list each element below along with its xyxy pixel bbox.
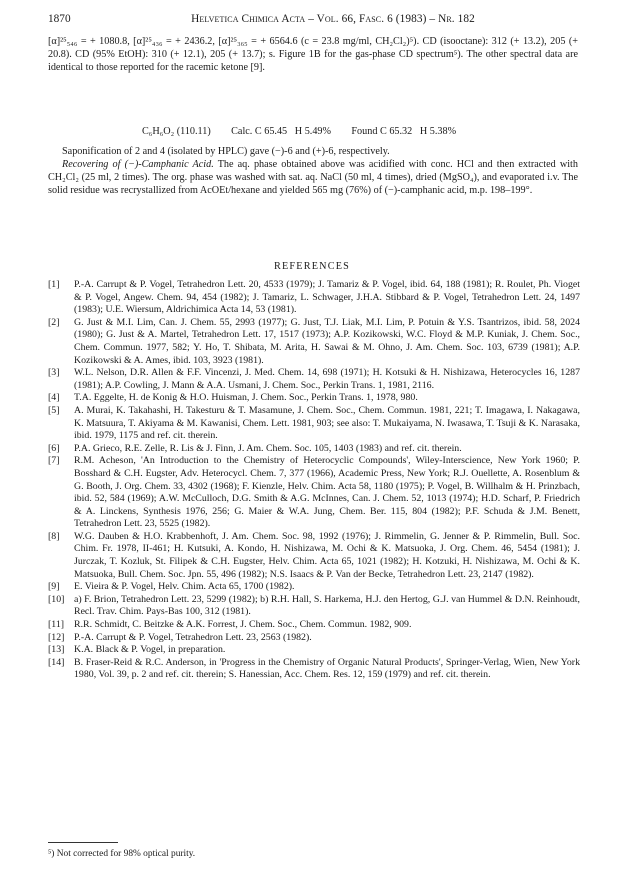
- reference-text: T.A. Eggelte, H. de Konig & H.O. Huisman, J. Chem. Soc., Perkin Trans. 1, 1978, 980.: [74, 392, 418, 404]
- reference-item: [48, 581, 580, 594]
- recovering-paragraph: [48, 158, 578, 197]
- footnote-marker: ⁵): [48, 849, 55, 859]
- reference-text: R.R. Schmidt, C. Beitzke & A.K. Forrest, J. Chem. Soc., Chem. Commun. 1982, 909.: [74, 619, 412, 631]
- elemental-analysis: C₆H₆O₂ (110.11) Calc. C 65.45 H 5.49% Found C 65.32 H 5.38%: [142, 126, 457, 137]
- reference-item: [48, 279, 580, 317]
- page-number: 1870: [48, 13, 71, 25]
- reference-number: [13]: [48, 644, 65, 656]
- reference-text: A. Murai, K. Takahashi, H. Takesturu & T. Masamune, J. Chem. Soc., Chem. Commun. 1981, 221; T. Imagawa, I. Nakagawa, K. Matsuura, T. Akiyama & M. Kawanisi, Chem. Lett. 1981, 903; see also: T. Mukaiyama, N. Iwasawa, T. Tsuji & K. Narasaka, ibid. 1979, 1175 and ref. cit. therein.: [74, 404, 580, 442]
- reference-text: B. Fraser-Reid & R.C. Anderson, in 'Progress in the Chemistry of Organic Natural Products', Springer-Verlag, Wien, New York 1980, Vol. 39, p. 2 and ref. cit. therein; S. Hanessian, Acc. Chem. Res. 12, 159 (1979) and ref. cit. therein.: [74, 656, 580, 681]
- reference-text: K.A. Black & P. Vogel, in preparation.: [74, 644, 226, 656]
- reference-text: E. Vieira & P. Vogel, Helv. Chim. Acta 65, 1700 (1982).: [74, 581, 295, 593]
- reference-number: [9]: [48, 581, 60, 593]
- reference-number: [3]: [48, 367, 60, 379]
- reference-item: [48, 594, 580, 619]
- reference-text: W.L. Nelson, D.R. Allen & F.F. Vincenzi, J. Med. Chem. 14, 698 (1971); H. Kotsuki & H. Nishizawa, Heterocycles 16, 1287 (1981); A.P. Cowling, J. Mann & A.A. Usmani, J. Chem. Soc., Perkin Trans. 1, 1981, 2116.: [74, 367, 580, 391]
- experimental-paragraph: [48, 35, 578, 74]
- reference-text: W.G. Dauben & H.O. Krabbenhoft, J. Am. Chem. Soc. 98, 1992 (1976); J. Rimmelin, G. Jenner & P. Rimmelin, Bull. Soc. Chim. Fr. 1978, II-461; H. Kutsuki, A. Kondo, H. Nishizawa, M. Ochi & K. Matsuoka, J. Org. Chem. 46, 5454 (1981); J. Jurczak, T. Kozluk, St. Filipek & C.H. Eugster, Helv. Chim. Acta 65, 1021 (1982); H. Kotzuki, H. Nishizawa, M. Ochi & K. Matsuoka, Bull. Chem. Soc. Jpn. 55, 496 (1982); N.S. Isaacs & P. Van der Becke, Tetrahedron Lett. 23, 2147 (1982).: [74, 530, 580, 580]
- saponification-text: Saponification of 2 and 4 (isolated by HPLC) gave (−)-6 and (+)-6, respectively.: [62, 146, 390, 157]
- reference-number: [1]: [48, 279, 60, 290]
- reference-item: [48, 657, 580, 682]
- references-heading: REFERENCES: [274, 261, 350, 272]
- reference-number: [7]: [48, 455, 60, 467]
- reference-number: [10]: [48, 593, 65, 605]
- reference-number: [4]: [48, 392, 60, 404]
- reference-item: [48, 644, 580, 657]
- reference-text: R.M. Acheson, 'An Introduction to the Chemistry of Heterocyclic Compounds', Wiley-Interscience, New York 1960; P. Bosshard & C.H. Eugster, Adv. Heterocycl. Chem. 7, 377 (1966), Academic Press, New York; R.J. Ouellette, A. Rosenblum & G. Booth, J. Org. Chem. 33, 4302 (1968); F. Kienzle, Helv. Chim. Acta 58, 1180 (1975); P. Vogel, B. Willhalm & H. Prinzbach, ibid. 52, 584 (1969); A.W. McCulloch, D.G. Smith & A.G. McInnes, Can. J. Chem. 52, 1013 (1974); H.D. Scharf, P. Friedrich & A. Linckens, Synthesis 1976, 256; G. Maier & W.A. Jung, Chem. Ber. 115, 804 (1982); P.F. Schuda & J.M. Benett, Tetrahedron Lett. 23, 5525 (1982).: [74, 455, 580, 530]
- footnote: [48, 849, 195, 859]
- reference-item: [48, 632, 580, 645]
- reference-text: a) F. Brion, Tetrahedron Lett. 23, 5299 (1982); b) R.H. Hall, S. Harkema, H.J. den Hertog, G.J. van Hummel & D.N. Reinhoudt, Recl. Trav. Chim. Pays-Bas 100, 312 (1981).: [74, 593, 580, 618]
- recovering-title: Recovering of (−)-Camphanic Acid.: [62, 159, 214, 170]
- references-list: [48, 279, 580, 682]
- reference-item: [48, 405, 580, 443]
- reference-text: P.-A. Carrupt & P. Vogel, Tetrahedron Lett. 20, 4533 (1979); J. Tamariz & P. Vogel, ibid. 64, 188 (1981); R. Roulet, Ph. Vioget & P. Vogel, Angew. Chem. 94, 454 (1982); J. Tamariz, L. Schwager, J.H.A. Stibbard & P. Vogel, Tetrahedron Lett. 24, 1497 (1983); U.E. Wiersum, Aldrichimica Acta 14, 53 (1981).: [74, 279, 580, 316]
- reference-number: [5]: [48, 404, 60, 416]
- reference-item: [48, 531, 580, 581]
- reference-text: G. Just & M.I. Lim, Can. J. Chem. 55, 2993 (1977); G. Just, T.J. Liak, M.I. Lim, P. Potuin & Y.S. Tsantrizos, ibid. 58, 2024 (1980); G. Just & A. Martel, Tetrahedron Lett. 17, 1517 (1973); A.P. Kozikowski, W.C. Floyd & M.P. Kuniak, J. Chem. Soc., Chem. Commun. 1977, 582; Y. Ho, T. Shibata, M. Arita, H. Sawai & M. Ohno, J. Am. Chem. Soc. 103, 6739 (1981); A.P. Kozikowski & A. Ames, ibid. 103, 3923 (1981).: [74, 316, 580, 366]
- reference-number: [6]: [48, 442, 60, 454]
- reference-number: [12]: [48, 631, 65, 643]
- reference-number: [11]: [48, 619, 65, 631]
- recovering-text: The aq. phase obtained above was acidified with conc. HCl and then extracted with CH₂Cl₂ (25 ml, 2 times). The org. phase was washed with sat. aq. NaCl (50 ml, 4 times), dried (MgSO₄), and evaporated i.v. The solid residue was recrystallized from AcOEt/hexane and yielded 565 mg (76%) of (−)-camphanic acid, m.p. 198–199°.: [48, 159, 578, 197]
- reference-item: [48, 392, 580, 405]
- footnote-divider: [48, 842, 118, 843]
- reference-item: [48, 367, 580, 392]
- reference-item: [48, 317, 580, 367]
- optical-rotation-text: [α]²⁵₅₄₆ = + 1080.8, [α]²⁵₄₃₆ = + 2436.2, [α]²⁵₃₆₅ = + 6564.6 (c = 23.8 mg/ml, CH₂Cl₂)⁵). CD (isooctane): 312 (+ 13.2), 205 (+ 20.8). CD (95% EtOH): 310 (+ 12.1), 205 (+ 13.7); s. Figure 1B for the gas-phase CD spectrum⁵). The other spectral data are identical to those reported for the racemic ketone [9].: [48, 36, 578, 74]
- reference-item: [48, 455, 580, 531]
- reference-text: P.-A. Carrupt & P. Vogel, Tetrahedron Lett. 23, 2563 (1982).: [74, 631, 312, 643]
- reference-number: [2]: [48, 316, 60, 328]
- journal-title: Helvetica Chimica Acta – Vol. 66, Fasc. 6 (1983) – Nr. 182: [191, 13, 475, 25]
- footnote-text: Not corrected for 98% optical purity.: [56, 849, 196, 859]
- reference-item: [48, 619, 580, 632]
- reference-text: P.A. Grieco, R.E. Zelle, R. Lis & J. Finn, J. Am. Chem. Soc. 105, 1403 (1983) and ref. cit. therein.: [74, 442, 462, 454]
- reference-item: [48, 443, 580, 456]
- reference-number: [8]: [48, 530, 60, 542]
- reference-number: [14]: [48, 656, 65, 668]
